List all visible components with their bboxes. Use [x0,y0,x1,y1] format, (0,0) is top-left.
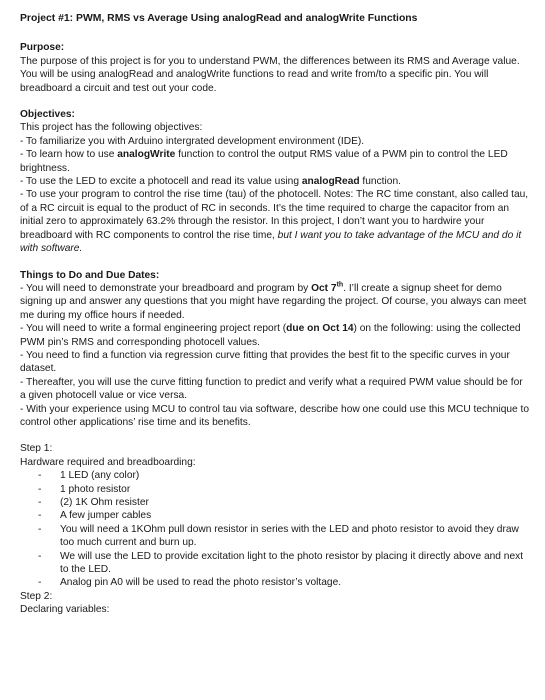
things-section [20,269,531,430]
objectives-section [20,108,531,255]
document-title: Project #1: PWM, RMS vs Average Using analogRead and analogWrite Functions [20,13,418,24]
list-item [20,576,531,589]
due-date-text: Oct 7 [311,282,337,294]
objective-text: function to control the output RMS value of a PWM pin to control the LED brightness. [20,149,508,174]
objective-keyword: analogRead [301,176,360,188]
objective-item [20,188,531,255]
objective-text: function. [359,176,401,188]
step1-section [20,442,531,589]
dash-bullet: - [38,577,42,589]
things-item [20,322,531,349]
objective-item [20,175,531,188]
step2-section [20,590,531,617]
things-text: - You will need to write a formal engineering project report ( [20,323,287,335]
step2-label: Step 2: [20,590,53,602]
list-item [20,523,531,550]
list-item [20,509,531,522]
objective-text: - To use the LED to excite a photocell and read its value using [20,176,302,188]
list-item-text: 1 photo resistor [60,483,131,495]
list-item [20,483,531,496]
list-item [20,496,531,509]
hardware-list [20,469,531,590]
date-suffix: th [336,281,344,289]
purpose-text: The purpose of this project is for you to understand PWM, the differences between its RMS and Average value. You will be using analogRead and analogWrite functions to read and write from/to a specific pin. You will breadboard a circuit and test out your code. [20,55,520,94]
things-text: - You will need to demonstrate your breadboard and program by [20,282,312,294]
objective-item [20,148,531,175]
list-item-text: 1 LED (any color) [60,470,140,482]
due-date: due on Oct 14 [286,323,354,335]
objective-text: - To learn how to use [20,149,118,161]
list-item-text: A few jumper cables [60,510,152,522]
dash-bullet: - [38,510,42,522]
list-item-text: (2) 1K Ohm resister [60,497,149,508]
objective-item: - To familiarize you with Arduino intergrated development environment (IDE). [20,135,365,147]
objectives-intro: This project has the following objectives: [20,122,203,134]
objective-text: - To use your program to control the rise time (tau) of the photocell. Notes: The RC time constant, also called tau, of a RC circuit is equal to the product of RC in seconds. It’s the time required to charge the capacitor from an initial zero to approximately 63.2% through the resistor. In this project, I don’t want you to hardwire your breadboard with RC components to control the rise time, [20,189,529,241]
objective-keyword: analogWrite [117,149,176,161]
list-item [20,550,531,577]
things-item: - Thereafter, you will use the curve fitting function to predict and verify what a required PWM value should be for a given photocell value or vice versa. [20,376,523,402]
dash-bullet: - [38,550,42,562]
purpose-heading: Purpose: [20,42,65,54]
step2-intro: Declaring variables: [20,604,110,616]
things-heading: Things to Do and Due Dates: [20,269,160,281]
step1-label: Step 1: [20,443,53,455]
step1-intro: Hardware required and breadboarding: [20,456,196,468]
dash-bullet: - [38,470,42,482]
dash-bullet: - [38,483,42,495]
list-item-text: You will need a 1KOhm pull down resistor in series with the LED and photo resistor to avoid they draw too much current and burn up. [60,523,519,549]
list-item [20,469,531,482]
things-item [20,282,531,322]
dash-bullet: - [38,523,42,535]
objective-emphasis: but I want you to take advantage of the MCU and do it with software. [20,229,522,255]
things-item: - With your experience using MCU to control tau via software, describe how one could use this MCU technique to control other applications’ rise time and its benefits. [20,403,530,428]
things-text: ) on the following: using the collected PWM pin’s RMS and corresponding photocell values. [20,323,521,348]
things-text: . I’ll create a signup sheet for demo signing up and answer any questions that you might have regarding the project. Of course, you always can meet me during my office hours if needed. [20,282,527,321]
objectives-heading: Objectives: [20,109,75,121]
dash-bullet: - [38,497,42,508]
list-item-text: Analog pin A0 will be used to read the photo resistor’s voltage. [60,577,342,589]
list-item-text: We will use the LED to provide excitation light to the photo resistor by placing it directly above and next to the LED. [60,550,524,576]
due-date [311,283,343,294]
things-item: - You need to find a function via regression curve fitting that provides the best fit to the specific curves in your dataset. [20,349,510,375]
purpose-section [20,41,531,95]
